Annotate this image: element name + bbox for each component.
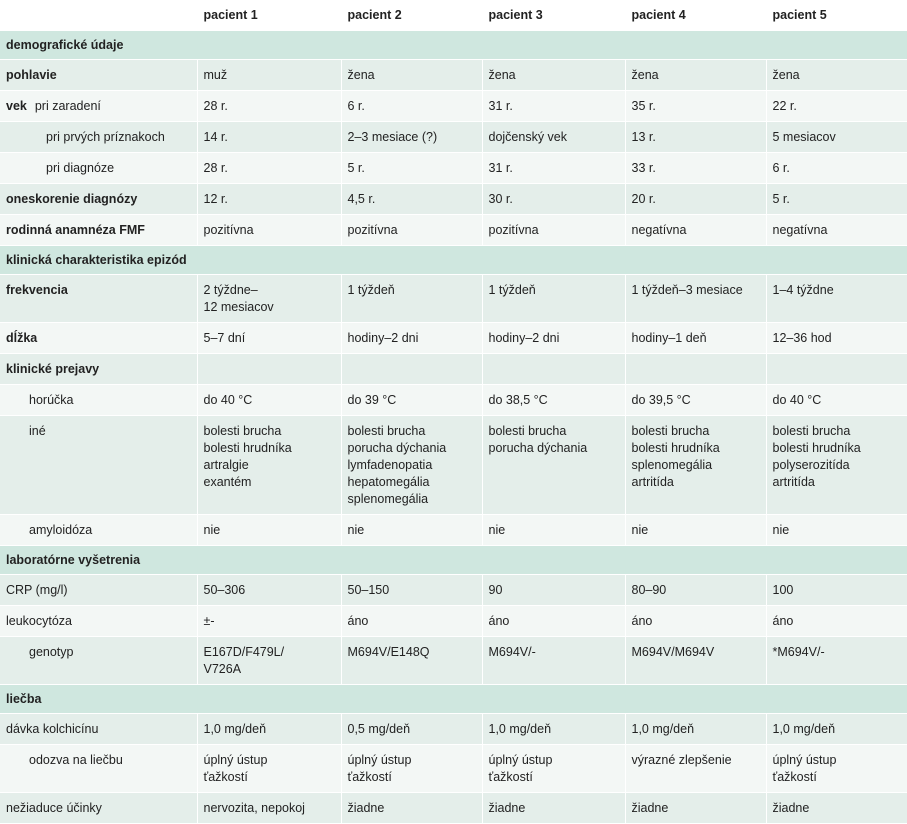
- table-cell: [204, 416, 335, 497]
- section-title: klinická charakteristika epizód: [0, 246, 907, 275]
- table-cell: 35 r.: [631, 99, 656, 113]
- table-cell: negatívna: [772, 223, 828, 237]
- section-title: liečba: [0, 685, 907, 714]
- table-cell: nie: [631, 523, 649, 537]
- table-cell: *M694V/-: [772, 645, 825, 659]
- section-row-demographics: [0, 31, 907, 60]
- row-label: odozva na liečbu: [29, 753, 123, 767]
- cell-line: bolesti brucha: [631, 424, 710, 438]
- table-cell: nie: [203, 523, 221, 537]
- table-cell: M694V/M694V: [631, 645, 715, 659]
- cell-line: ťažkostí: [772, 770, 817, 784]
- row-label: CRP (mg/l): [6, 583, 68, 597]
- cell-line: polyserozitída: [772, 458, 850, 472]
- table-cell: žena: [488, 68, 516, 82]
- cell-line: bolesti brucha: [772, 424, 851, 438]
- cell-line: artritída: [631, 475, 674, 489]
- table-row: [0, 793, 907, 824]
- table-cell: dojčenský vek: [488, 130, 568, 144]
- table-cell: 0,5 mg/deň: [347, 722, 411, 736]
- cell-line: ťažkostí: [203, 770, 248, 784]
- cell-line: úplný ústup: [347, 753, 412, 767]
- row-label: iné: [29, 424, 46, 438]
- row-label: leukocytóza: [6, 614, 73, 628]
- table-cell: pozitívna: [347, 223, 398, 237]
- cell-line: splenomegália: [347, 492, 429, 506]
- table-cell: 20 r.: [631, 192, 656, 206]
- cell-line: V726A: [203, 662, 242, 676]
- table-cell: do 39,5 °C: [631, 393, 691, 407]
- cell-line: splenomegália: [631, 458, 713, 472]
- table-cell: [348, 745, 476, 792]
- table-cell: pozitívna: [488, 223, 539, 237]
- table-row: [0, 60, 907, 91]
- table-cell: 1 týždeň: [347, 283, 395, 297]
- table-cell: [632, 354, 760, 367]
- table-cell: 14 r.: [203, 130, 228, 144]
- table-cell: do 40 °C: [772, 393, 822, 407]
- table-cell: [773, 745, 902, 792]
- table-cell: [204, 354, 335, 367]
- table-cell: 4,5 r.: [347, 192, 376, 206]
- table-cell: 2–3 mesiace (?): [347, 130, 438, 144]
- table-cell: [773, 416, 902, 497]
- table-cell: žiadne: [631, 801, 669, 815]
- table-row: [0, 515, 907, 546]
- table-cell: nervozita, nepokoj: [203, 801, 305, 815]
- table-cell: áno: [772, 614, 794, 628]
- table-row: [0, 354, 907, 385]
- table-row: [0, 575, 907, 606]
- cell-line: artralgie: [203, 458, 249, 472]
- row-label: genotyp: [29, 645, 74, 659]
- table-cell: nie: [488, 523, 506, 537]
- table-cell: 1–4 týždne: [772, 283, 834, 297]
- table-row: [0, 184, 907, 215]
- header-empty-cell: [0, 0, 197, 31]
- table-cell: žiadne: [488, 801, 526, 815]
- cell-line: 2 týždne–: [203, 283, 258, 297]
- cell-line: bolesti brucha: [347, 424, 426, 438]
- table-cell: 1,0 mg/deň: [488, 722, 552, 736]
- table-row: [0, 91, 907, 122]
- table-row: [0, 745, 907, 793]
- cell-line: lymfadenopatia: [347, 458, 433, 472]
- cell-line: artritída: [772, 475, 815, 489]
- cell-line: ťažkostí: [347, 770, 392, 784]
- table-cell: 50–150: [347, 583, 390, 597]
- table-cell: žena: [772, 68, 800, 82]
- table-cell: do 40 °C: [203, 393, 253, 407]
- cell-line: porucha dýchania: [488, 441, 588, 455]
- table-cell: ±-: [203, 614, 215, 628]
- header-patient-5: pacient 5: [766, 0, 907, 31]
- table-cell: 6 r.: [772, 161, 790, 175]
- table-cell: hodiny–1 deň: [631, 331, 707, 345]
- cell-line: exantém: [203, 475, 252, 489]
- row-label: dávka kolchicínu: [6, 722, 99, 736]
- table-cell: 12–36 hod: [772, 331, 832, 345]
- cell-line: bolesti brucha: [203, 424, 282, 438]
- table-row: [0, 416, 907, 515]
- table-cell: [204, 637, 335, 684]
- table-cell: 5–7 dní: [203, 331, 246, 345]
- table-cell: nie: [347, 523, 365, 537]
- table-cell: 1,0 mg/deň: [772, 722, 836, 736]
- cell-line: bolesti hrudníka: [772, 441, 861, 455]
- table-cell: áno: [631, 614, 653, 628]
- header-patient-1: pacient 1: [197, 0, 341, 31]
- cell-line: bolesti brucha: [488, 424, 567, 438]
- section-row-clinical: [0, 246, 907, 275]
- header-patient-3: pacient 3: [482, 0, 625, 31]
- table-cell: 28 r.: [203, 161, 228, 175]
- table-cell: 50–306: [203, 583, 246, 597]
- row-label: nežiaduce účinky: [6, 801, 102, 815]
- section-row-treatment: [0, 685, 907, 714]
- row-label: dĺžka: [6, 331, 38, 345]
- table-cell: 6 r.: [347, 99, 365, 113]
- row-label: klinické prejavy: [6, 362, 100, 376]
- table-cell: 1 týždeň: [488, 283, 536, 297]
- table-cell: 1,0 mg/deň: [203, 722, 267, 736]
- cell-line: bolesti hrudníka: [631, 441, 720, 455]
- table-cell: [348, 416, 476, 514]
- header-patient-4: pacient 4: [625, 0, 766, 31]
- cell-line: hepatomegália: [347, 475, 430, 489]
- table-cell: nie: [772, 523, 790, 537]
- table-cell: 1,0 mg/deň: [631, 722, 695, 736]
- table-cell: [773, 354, 902, 367]
- table-cell: žiadne: [772, 801, 810, 815]
- table-cell: 31 r.: [488, 99, 513, 113]
- row-label: pri diagnóze: [46, 161, 115, 175]
- table-row: [0, 637, 907, 685]
- row-label: oneskorenie diagnózy: [6, 192, 138, 206]
- table-cell: 5 r.: [772, 192, 790, 206]
- table-cell: [489, 354, 619, 367]
- row-label: pohlavie: [6, 68, 57, 82]
- row-label-prefix: vek: [6, 99, 27, 113]
- table-cell: 22 r.: [772, 99, 797, 113]
- cell-line: 12 mesiacov: [203, 300, 274, 314]
- table-cell: áno: [347, 614, 369, 628]
- table-row: [0, 215, 907, 246]
- table-row: [0, 122, 907, 153]
- table-cell: do 39 °C: [347, 393, 397, 407]
- table-cell: hodiny–2 dni: [488, 331, 560, 345]
- section-row-lab: [0, 546, 907, 575]
- table-cell: 80–90: [631, 583, 667, 597]
- header-patient-2: pacient 2: [341, 0, 482, 31]
- cell-line: ťažkostí: [488, 770, 533, 784]
- table-row: [0, 153, 907, 184]
- row-label: [6, 91, 191, 121]
- table-cell: 31 r.: [488, 161, 513, 175]
- table-cell: M694V/E148Q: [347, 645, 430, 659]
- section-title: demografické údaje: [0, 31, 907, 60]
- table-cell: M694V/-: [488, 645, 536, 659]
- cell-line: úplný ústup: [488, 753, 553, 767]
- table-cell: 90: [488, 583, 503, 597]
- row-label: rodinná anamnéza FMF: [6, 223, 145, 237]
- table-cell: [204, 745, 335, 792]
- table-row: [0, 323, 907, 354]
- row-label-text: pri zaradení: [34, 99, 101, 113]
- table-cell: hodiny–2 dni: [347, 331, 419, 345]
- table-cell: 28 r.: [203, 99, 228, 113]
- table-cell: 30 r.: [488, 192, 513, 206]
- table-cell: do 38,5 °C: [488, 393, 548, 407]
- table-cell: 100: [772, 583, 794, 597]
- table-cell: muž: [203, 68, 228, 82]
- table-header-row: [0, 0, 907, 31]
- table-cell: žena: [631, 68, 659, 82]
- cell-line: porucha dýchania: [347, 441, 447, 455]
- row-label: pri prvých príznakoch: [46, 130, 165, 144]
- table-cell: 5 mesiacov: [772, 130, 836, 144]
- cell-line: úplný ústup: [772, 753, 837, 767]
- table-cell: výrazné zlepšenie: [631, 753, 732, 767]
- table-row: [0, 606, 907, 637]
- table-row: [0, 714, 907, 745]
- section-title: laboratórne vyšetrenia: [0, 546, 907, 575]
- table-cell: 12 r.: [203, 192, 228, 206]
- table-cell: 13 r.: [631, 130, 656, 144]
- table-cell: [632, 416, 760, 497]
- table-cell: žiadne: [347, 801, 385, 815]
- cell-line: úplný ústup: [203, 753, 268, 767]
- table-cell: [204, 275, 335, 322]
- table-cell: 1 týždeň–3 mesiace: [631, 283, 743, 297]
- table-cell: pozitívna: [203, 223, 254, 237]
- table-cell: negatívna: [631, 223, 687, 237]
- table-cell: 5 r.: [347, 161, 365, 175]
- row-label: amyloidóza: [29, 523, 93, 537]
- cell-line: bolesti hrudníka: [203, 441, 292, 455]
- table-cell: 33 r.: [631, 161, 656, 175]
- cell-line: E167D/F479L/: [203, 645, 285, 659]
- table-cell: [348, 354, 476, 367]
- table-cell: žena: [347, 68, 375, 82]
- row-label: frekvencia: [6, 283, 68, 297]
- table-cell: [489, 745, 619, 792]
- table-cell: [489, 416, 619, 463]
- table-cell: áno: [488, 614, 510, 628]
- row-label: horúčka: [29, 393, 74, 407]
- table-row: [0, 385, 907, 416]
- table-row: [0, 275, 907, 323]
